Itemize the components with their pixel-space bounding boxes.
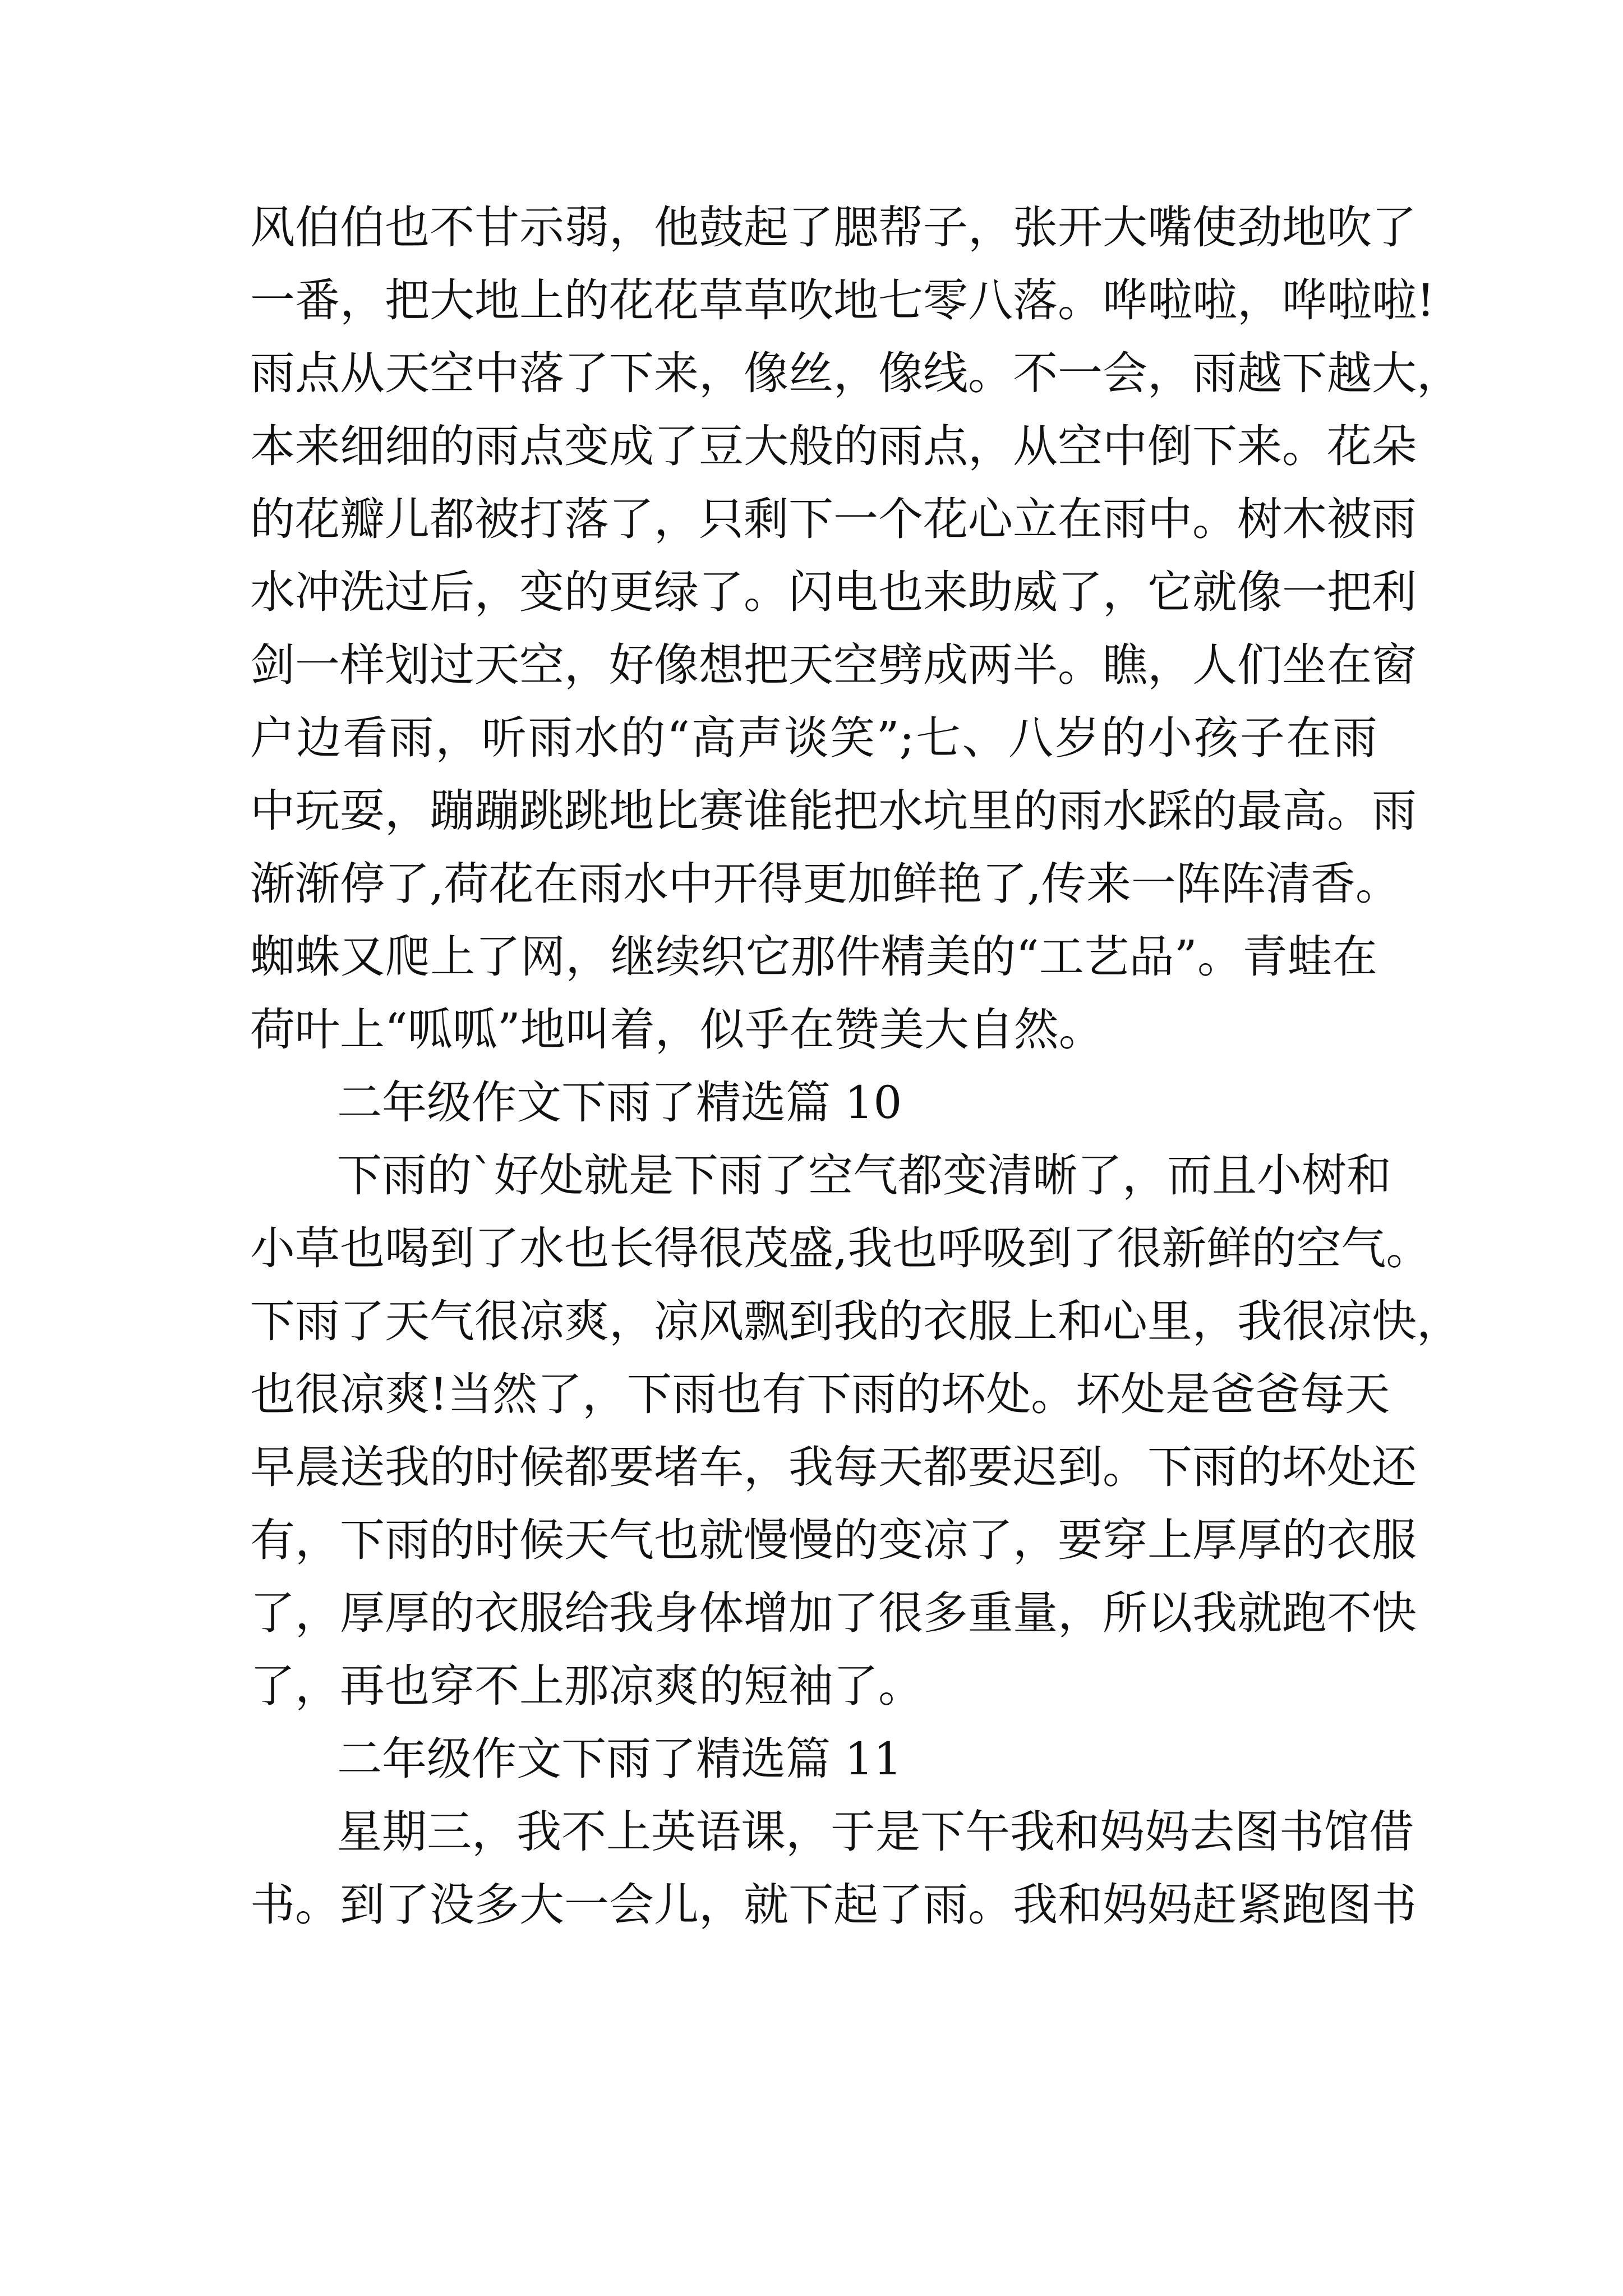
paragraph-line: 蜘蛛又爬上了网，继续织它那件精美的“工艺品”。青蛙在	[250, 931, 1377, 983]
paragraph-line: 渐渐停了,荷花在雨水中开得更加鲜艳了,传来一阵阵清香。	[250, 858, 1400, 910]
paragraph-line: 下雨的`好处就是下雨了空气都变清晰了，而且小树和	[337, 1149, 1391, 1202]
paragraph-line: 一番，把大地上的花花草草吹地七零八落。哗啦啦，哗啦啦!	[250, 274, 1435, 326]
paragraph-line: 剑一样划过天空，好像想把天空劈成两半。瞧，人们坐在窗	[250, 639, 1417, 691]
paragraph-line: 了，再也穿不上那凉爽的短袖了。	[250, 1660, 923, 1712]
paragraph-line: 下雨了天气很凉爽，凉风飘到我的衣服上和心里，我很凉快，	[250, 1295, 1461, 1347]
paragraph-line: 星期三，我不上英语课，于是下午我和妈妈去图书馆借	[337, 1806, 1414, 1858]
paragraph-line: 有，下雨的时候天气也就慢慢的变凉了，要穿上厚厚的衣服	[250, 1514, 1417, 1566]
paragraph-line: 水冲洗过后，变的更绿了。闪电也来助威了，它就像一把利	[250, 566, 1417, 618]
paragraph-line: 本来细细的雨点变成了豆大般的雨点，从空中倒下来。花朵	[250, 420, 1417, 472]
paragraph-line: 雨点从天空中落了下来，像丝，像线。不一会，雨越下越大，	[250, 347, 1461, 399]
paragraph-line: 的花瓣儿都被打落了，只剩下一个花心立在雨中。树木被雨	[250, 493, 1417, 545]
section-heading: 二年级作文下雨了精选篇 11	[337, 1733, 902, 1785]
paragraph-line: 中玩耍，蹦蹦跳跳地比赛谁能把水坑里的雨水踩的最高。雨	[250, 785, 1417, 837]
paragraph-line: 荷叶上“呱呱”地叫着，似乎在赞美大自然。	[250, 1004, 1104, 1056]
paragraph-line: 了，厚厚的衣服给我身体增加了很多重量，所以我就跑不快	[250, 1587, 1417, 1639]
paragraph-line: 小草也喝到了水也长得很茂盛,我也呼吸到了很新鲜的空气。	[250, 1222, 1431, 1274]
section-heading: 二年级作文下雨了精选篇 10	[337, 1076, 902, 1129]
paragraph-line: 户边看雨，听雨水的“高声谈笑”;七、八岁的小孩子在雨	[250, 712, 1377, 764]
paragraph-line: 书。到了没多大一会儿，就下起了雨。我和妈妈赶紧跑图书	[250, 1879, 1417, 1931]
paragraph-line: 风伯伯也不甘示弱，他鼓起了腮帮子，张开大嘴使劲地吹了	[250, 201, 1417, 254]
paragraph-line: 也很凉爽!当然了，下雨也有下雨的坏处。坏处是爸爸每天	[250, 1368, 1390, 1420]
paragraph-line: 早晨送我的时候都要堵车，我每天都要迟到。下雨的坏处还	[250, 1441, 1417, 1493]
